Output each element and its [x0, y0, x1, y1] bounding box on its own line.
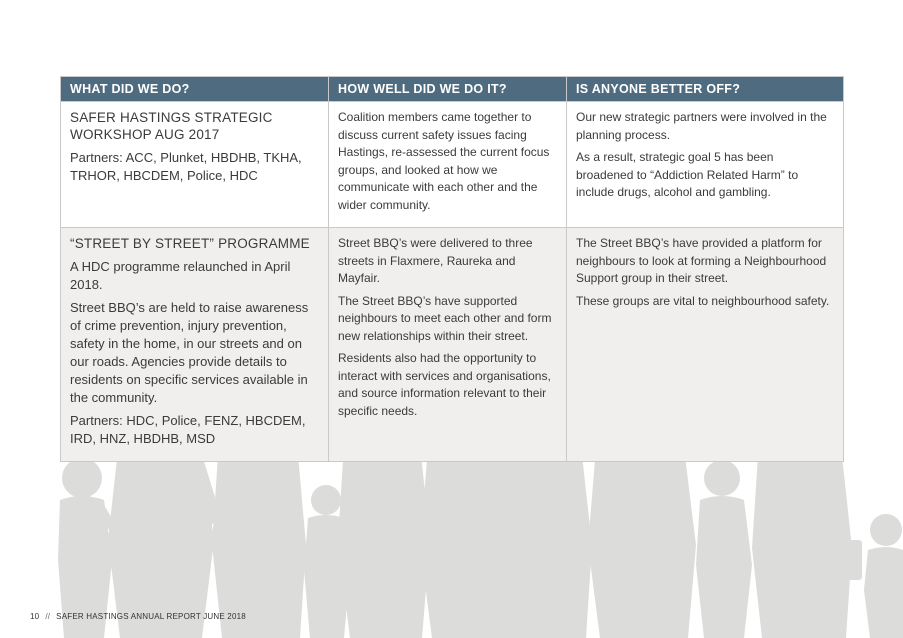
page-number: 10 — [30, 612, 40, 621]
cell-paragraph: Street BBQ’s were delivered to three streets in Flaxmere, Raureka and Mayfair. — [338, 236, 533, 285]
page-footer — [30, 612, 246, 621]
cell-paragraph: Our new strategic partners were involved in the planning process. — [576, 110, 827, 142]
table-header-row — [61, 77, 844, 102]
cell-paragraph: As a result, strategic goal 5 has been broadened to “Addiction Related Harm” to include drugs, alcohol and gambling. — [576, 150, 799, 199]
cell-paragraph: The Street BBQ’s have supported neighbours to meet each other and form new relationships within their street. — [338, 293, 552, 343]
cell-paragraph: Coalition members came together to discuss current safety issues facing Hastings, re-assessed the current focus groups, and looked at how we communicate with each other and the wider community. — [338, 110, 550, 212]
cell-heading: SAFER HASTINGS STRATEGIC WORKSHOP AUG 2017 — [70, 110, 273, 142]
table-row — [61, 228, 844, 462]
cell-better-street-by-street — [567, 228, 844, 462]
cell-paragraph: Partners: HDC, Police, FENZ, HBCDEM, IRD, HNZ, HBDHB, MSD — [70, 413, 306, 446]
cell-paragraph: Residents also had the opportunity to interact with services and organisations, and source information relevant to their specific needs. — [338, 351, 551, 418]
report-title: SAFER HASTINGS ANNUAL REPORT JUNE 2018 — [56, 612, 246, 621]
outcomes-table — [60, 76, 844, 462]
cell-paragraph: A HDC programme relaunched in April 2018. — [70, 259, 291, 292]
header-what-did-we-do: WHAT DID WE DO? — [61, 77, 329, 102]
cell-paragraph: Partners: ACC, Plunket, HBDHB, TKHA, TRHOR, HBCDEM, Police, HDC — [70, 150, 302, 183]
footer-separator: // — [45, 612, 51, 621]
cell-how-workshop — [329, 102, 567, 228]
cell-heading: “STREET BY STREET” PROGRAMME — [70, 236, 310, 251]
header-is-anyone-better-off: IS ANYONE BETTER OFF? — [567, 77, 844, 102]
cell-what-street-by-street — [61, 228, 329, 462]
cell-what-workshop — [61, 102, 329, 228]
cell-how-street-by-street — [329, 228, 567, 462]
cell-paragraph: These groups are vital to neighbourhood safety. — [576, 293, 830, 308]
header-how-well-did-we-do-it: HOW WELL DID WE DO IT? — [329, 77, 567, 102]
table-row — [61, 102, 844, 228]
cell-better-workshop — [567, 102, 844, 228]
cell-paragraph: Street BBQ’s are held to raise awareness of crime prevention, injury prevention, safety in the home, in our streets and on our roads. Agencies provide details to residents on specific services available in the community. — [70, 300, 309, 405]
cell-paragraph: The Street BBQ’s have provided a platform for neighbours to look at forming a Neighbourhood Support group in their street. — [576, 236, 827, 285]
